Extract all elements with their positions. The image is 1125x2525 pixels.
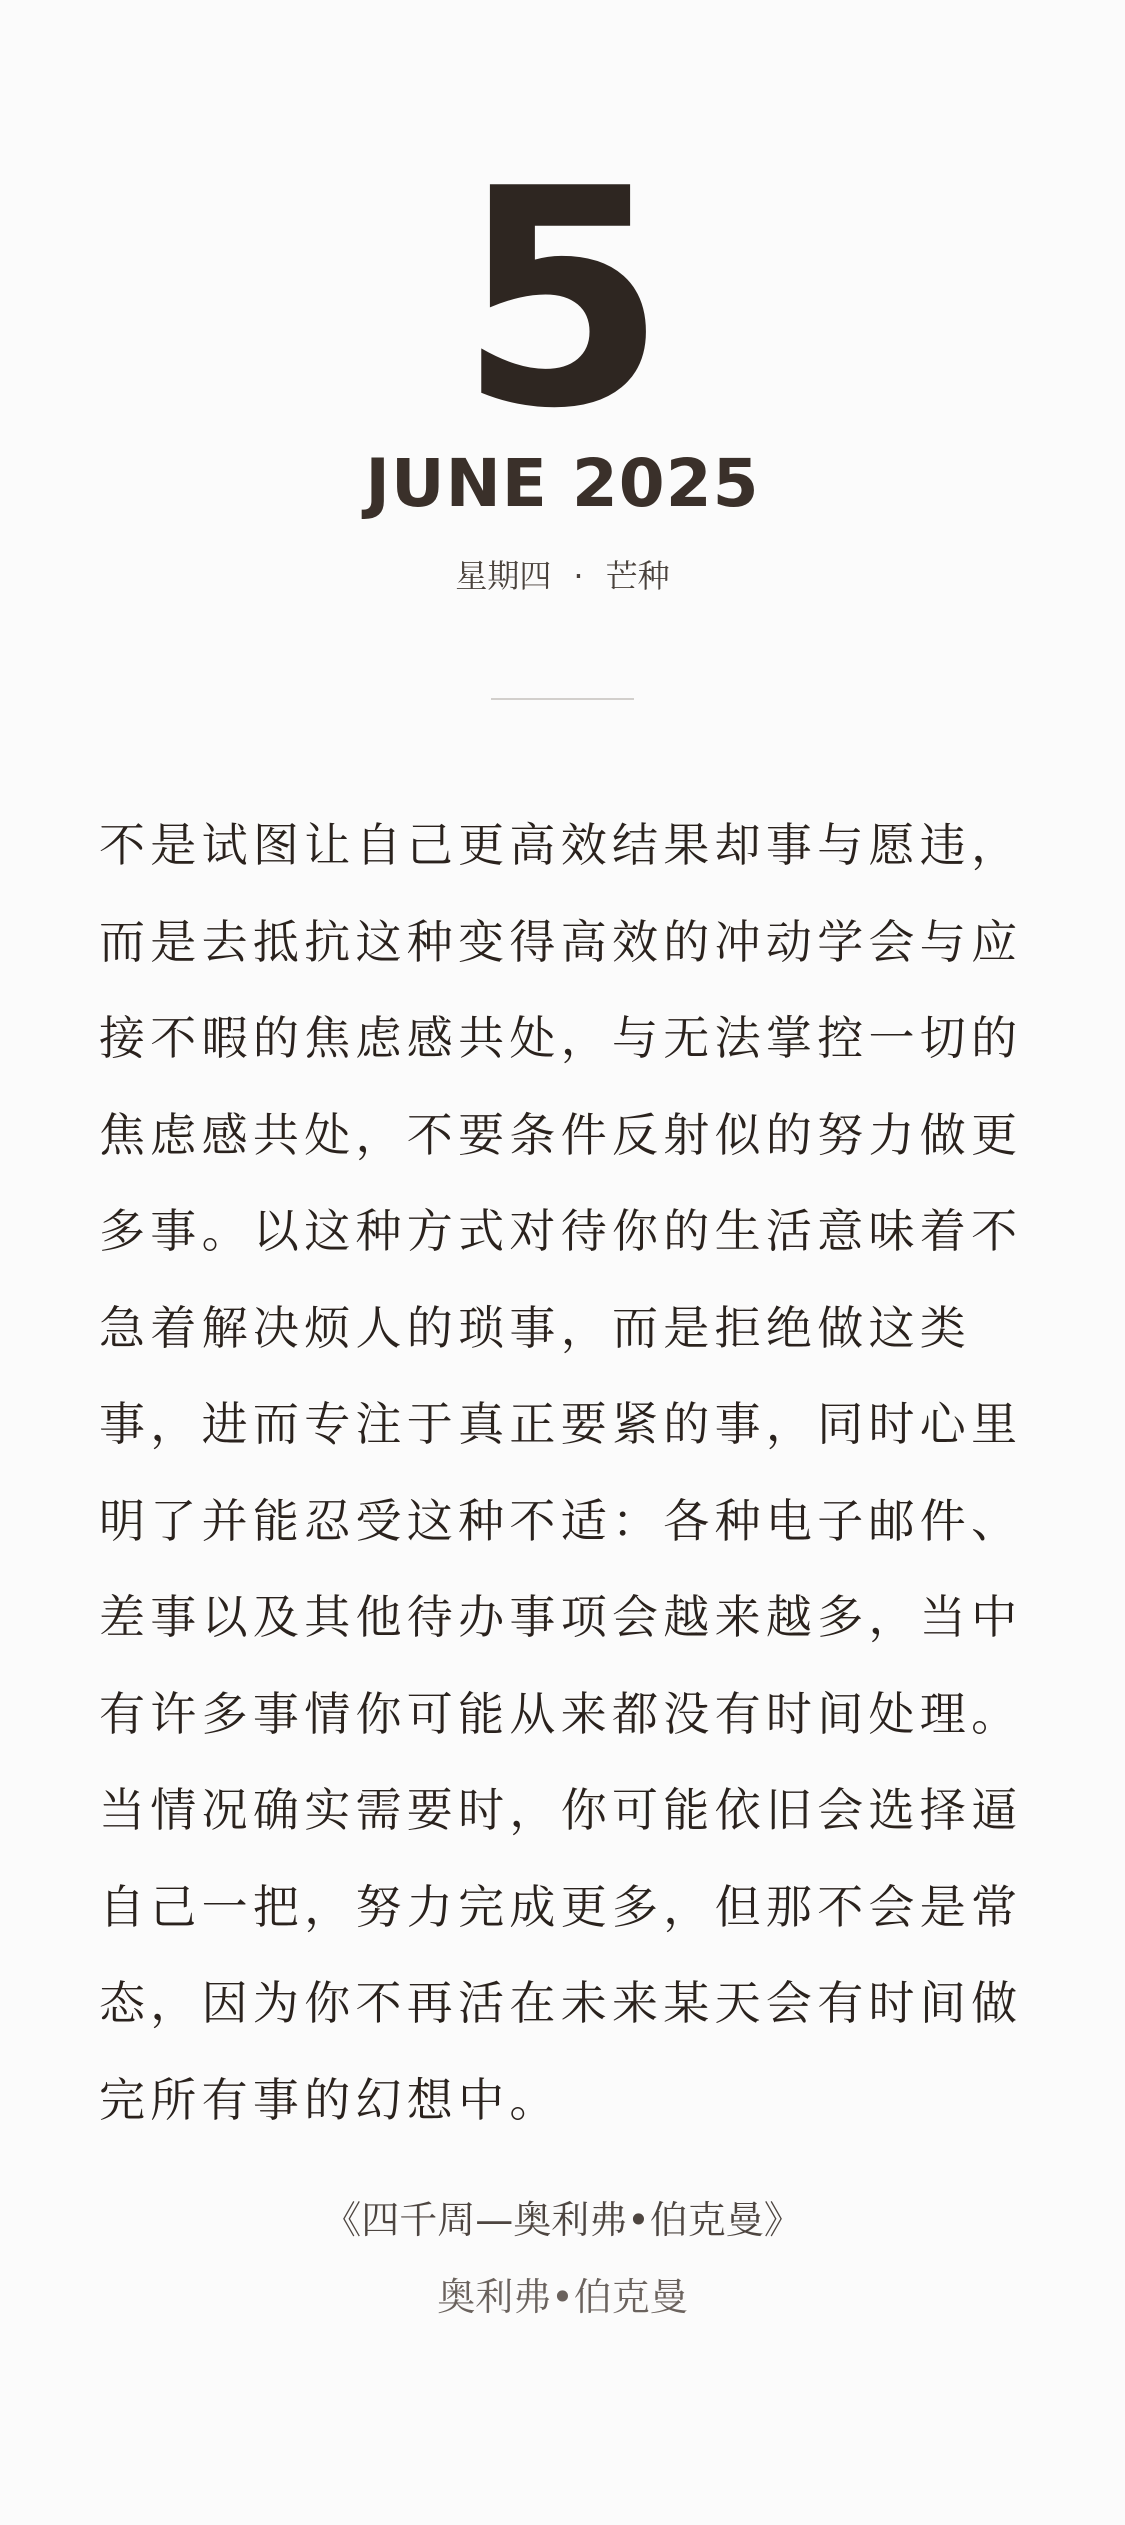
book-title: 《四千周—奥利弗•伯克曼》 (323, 2198, 802, 2242)
quote-line: 而是去抵抗这种变得高效的冲动学会与应 (99, 914, 1023, 969)
quote-line: 接不暇的焦虑感共处，与无法掌控一切的 (99, 1011, 1023, 1065)
quote-line: 焦虑感共处，不要条件反射似的努力做更 (99, 1107, 1023, 1162)
solar-term-label: 芒种 (605, 557, 670, 595)
quote-line: 态，因为你不再活在未来某天会有时间做 (99, 1976, 1023, 2030)
author-name: 奥利弗•伯克曼 (437, 2275, 688, 2319)
quote-line: 事，进而专注于真正要紧的事，同时心里 (99, 1397, 1023, 1451)
quote-text (99, 797, 1029, 2148)
quote-line: 急着解决烦人的琐事，而是拒绝做这类 (99, 1300, 972, 1355)
separator-dot: · (573, 557, 584, 595)
calendar-month-year: JUNE 2025 (365, 445, 760, 522)
quote-line: 差事以及其他待办事项会越来越多，当中 (99, 1590, 1023, 1644)
quote-line: 有许多事情你可能从来都没有时间处理。 (99, 1686, 1023, 1741)
weekday-label: 星期四 (455, 557, 552, 595)
divider (491, 698, 634, 700)
quote-line: 多事。以这种方式对待你的生活意味着不 (99, 1204, 1023, 1258)
quote-line: 完所有事的幻想中。 (99, 2072, 561, 2127)
quote-line: 不是试图让自己更高效结果却事与愿违， (99, 818, 1023, 872)
calendar-subtitle (0, 556, 1125, 596)
quote-line: 明了并能忍受这种不适：各种电子邮件、 (99, 1493, 1023, 1548)
calendar-day: 5 (458, 125, 667, 474)
quote-line: 当情况确实需要时，你可能依旧会选择逼 (99, 1783, 1023, 1837)
quote-line: 自己一把，努力完成更多，但那不会是常 (99, 1879, 1023, 1934)
